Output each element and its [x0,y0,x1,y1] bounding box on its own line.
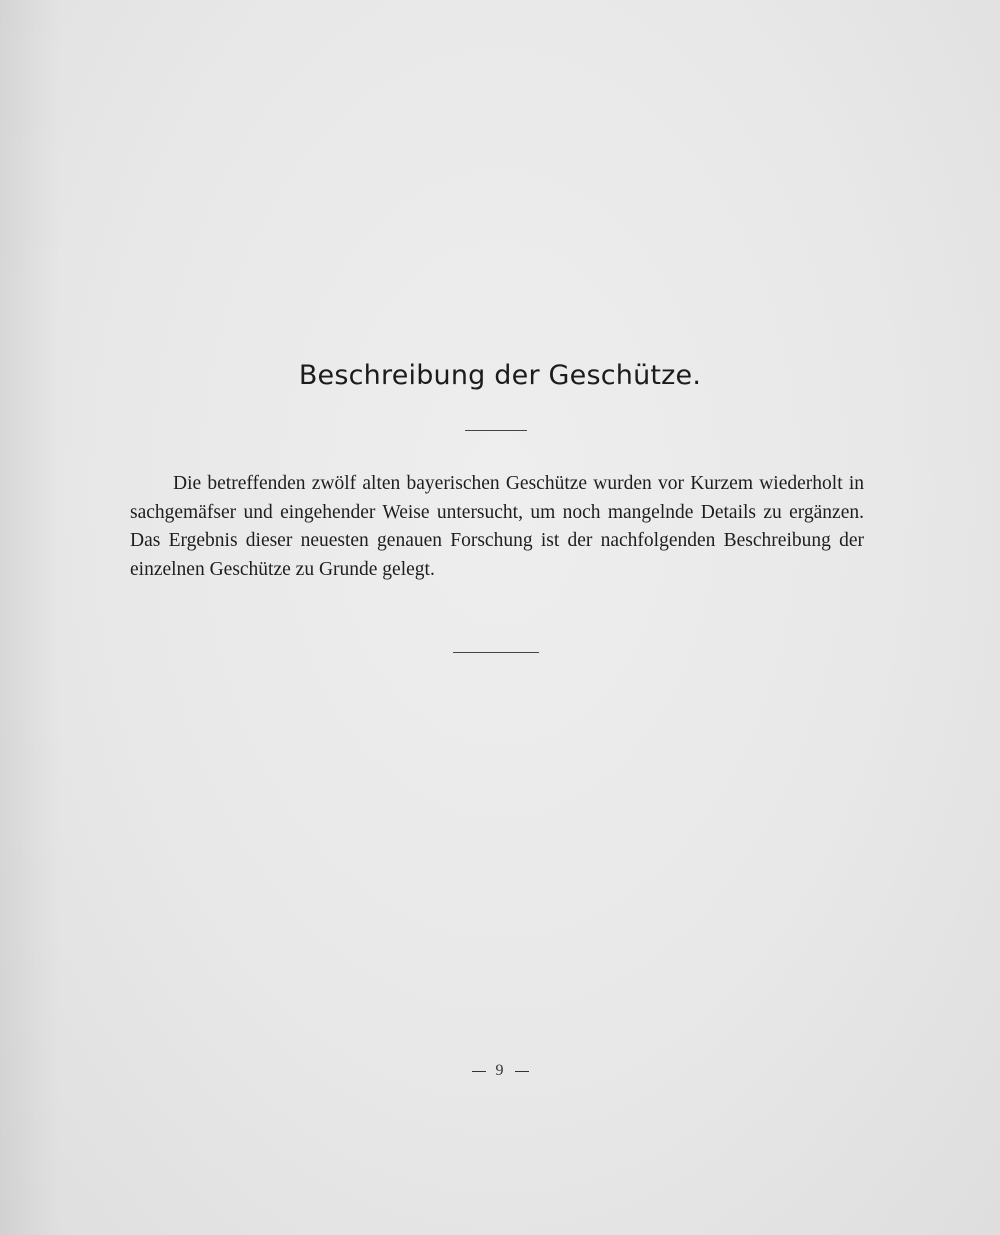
page-number [0,1062,1000,1080]
paragraph-divider [453,652,539,653]
page-number-dash-right [515,1071,529,1072]
page-number-dash-left [472,1071,486,1072]
heading-divider [465,430,527,431]
page-number-value: 9 [495,1062,505,1079]
body-paragraph: Die betreffenden zwölf alten bayerischen Geschütze wurden vor Kurzem wiederholt in sachgemäfser und eingehender Weise untersucht, um noch mangelnde Details zu ergänzen. Das Ergebnis dieser neuesten genauen Forschung ist der nachfolgenden Beschreibung der einzelnen Geschütze zu Grunde gelegt. [130,473,864,580]
page-edge-shadow [0,0,60,1235]
section-heading: Beschreibung der Geschütze. [298,360,702,391]
